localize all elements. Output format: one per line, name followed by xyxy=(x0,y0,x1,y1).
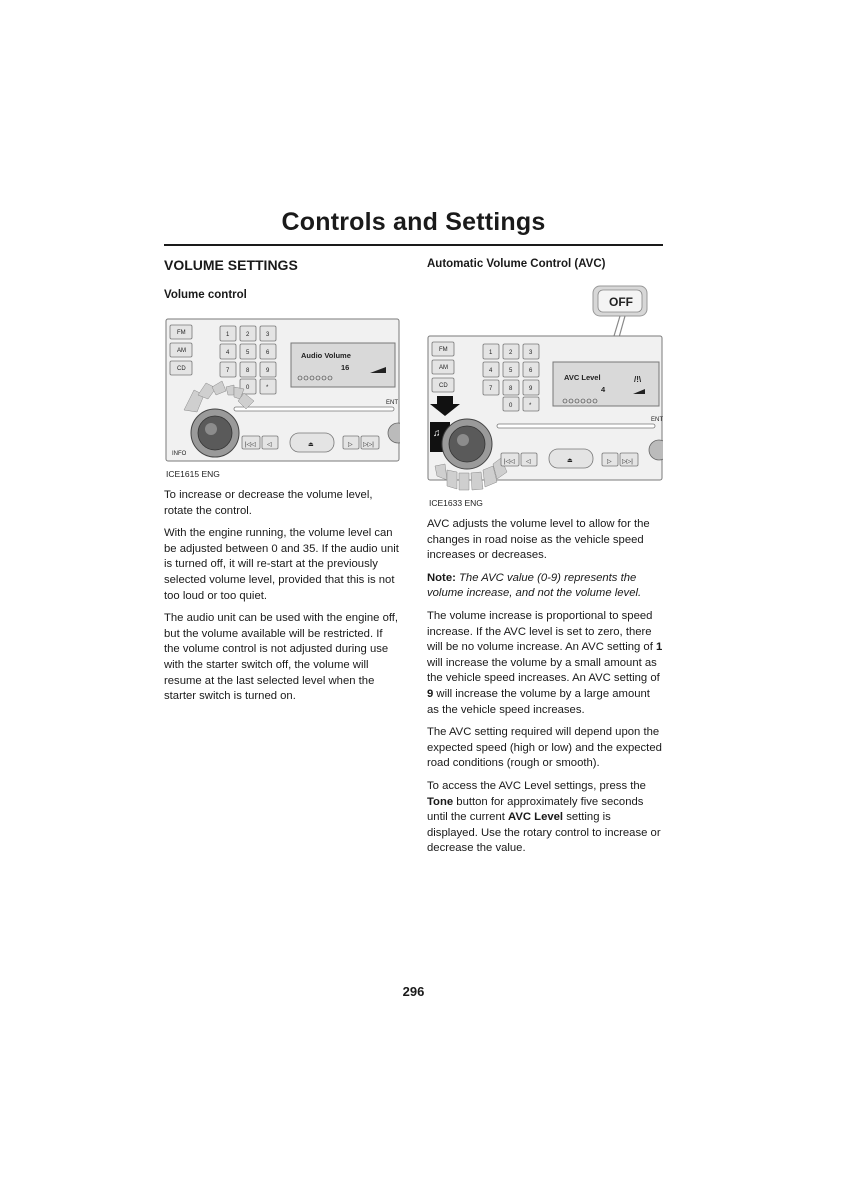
svg-text:7: 7 xyxy=(489,386,493,392)
svg-text:▷: ▷ xyxy=(348,442,353,448)
svg-text:*: * xyxy=(529,403,532,409)
display-volume-value: 16 xyxy=(341,363,350,372)
avc-display xyxy=(553,362,659,406)
svg-text:ENT: ENT xyxy=(386,400,398,406)
left-column xyxy=(164,256,400,712)
page-title: Controls and Settings xyxy=(281,208,546,236)
svg-text:4: 4 xyxy=(226,350,230,356)
svg-text:3: 3 xyxy=(266,332,270,338)
svg-text:▷▷|: ▷▷| xyxy=(622,459,633,465)
svg-text:9: 9 xyxy=(266,368,270,374)
paragraph: The volume increase is proportional to speed increase. If the AVC level is set to zero, there will be no volume increase. An AVC setting of 1 will increase the volume by a small amount as the vehicle speed increases. An AVC setting of 9 will increase the volume by a large amount as the vehicle speed increases. xyxy=(427,609,663,716)
right-column xyxy=(427,256,663,864)
svg-text:9: 9 xyxy=(529,386,533,392)
off-callout-label: OFF xyxy=(609,295,633,309)
title-rule xyxy=(164,244,663,246)
svg-text:◁: ◁ xyxy=(526,459,531,465)
svg-text:3: 3 xyxy=(529,350,533,356)
svg-text:AM: AM xyxy=(439,365,448,371)
svg-text:8: 8 xyxy=(509,386,513,392)
svg-text:ENT: ENT xyxy=(651,417,663,423)
svg-text:1: 1 xyxy=(489,350,493,356)
paragraph: With the engine running, the volume level can be adjusted between 0 and 35. If the audio unit is turned off, it will re-start at the previously selected volume level, provided that this is not too loud or too quiet. xyxy=(164,527,399,602)
svg-text:FM: FM xyxy=(439,347,448,353)
avc-heading: Automatic Volume Control (AVC) xyxy=(427,258,606,270)
svg-text:8: 8 xyxy=(246,368,250,374)
svg-text:2: 2 xyxy=(246,332,250,338)
svg-text:▷▷|: ▷▷| xyxy=(363,442,374,448)
svg-text:INFO: INFO xyxy=(172,451,187,457)
paragraph: The audio unit can be used with the engine off, but the volume available will be restricted. If the volume control is not adjusted during use with the starter switch off, the volume will resume at the last selected level when the starter switch is turned on. xyxy=(164,612,399,703)
page-number: 296 xyxy=(402,984,425,999)
svg-text:0: 0 xyxy=(509,403,513,409)
paragraph: To increase or decrease the volume level, rotate the control. xyxy=(164,489,373,517)
display-avc-level: AVC Level xyxy=(564,373,601,382)
avc-figure xyxy=(427,284,663,494)
note-paragraph: Note: The AVC value (0-9) represents the volume increase, and not the volume level. xyxy=(427,571,642,600)
svg-text:2: 2 xyxy=(509,350,513,356)
paragraph: The AVC setting required will depend upon the expected speed (high or low) and the expected road conditions (rough or smooth). xyxy=(427,726,662,770)
paragraph: AVC adjusts the volume level to allow for the changes in road noise as the vehicle speed increases or decreases. xyxy=(427,518,650,562)
svg-text:*: * xyxy=(266,385,269,391)
figure-caption-right: ICE1633 ENG xyxy=(429,498,483,508)
note-label: Note: xyxy=(427,571,456,584)
fm-label: FM xyxy=(177,330,186,336)
svg-text:|◁◁: |◁◁ xyxy=(245,442,256,448)
display-audio-volume: Audio Volume xyxy=(301,351,351,360)
display-avc-value: 4 xyxy=(601,385,606,394)
volume-control-figure xyxy=(164,315,400,465)
am-label: AM xyxy=(177,348,186,354)
svg-text:▷: ▷ xyxy=(607,459,612,465)
paragraph: To access the AVC Level settings, press the Tone button for approximately five seconds until the current AVC Level setting is displayed. Use the rotary control to increase or decrease the value. xyxy=(427,779,661,855)
volume-control-heading: Volume control xyxy=(164,289,247,301)
figure-caption-left: ICE1615 ENG xyxy=(166,469,220,479)
svg-text:7: 7 xyxy=(226,368,230,374)
svg-text:6: 6 xyxy=(266,350,270,356)
svg-text:/!\: /!\ xyxy=(634,375,642,384)
svg-text:1: 1 xyxy=(226,332,230,338)
svg-text:5: 5 xyxy=(509,368,513,374)
svg-text:CD: CD xyxy=(439,383,448,389)
svg-text:6: 6 xyxy=(529,368,533,374)
svg-text:|◁◁: |◁◁ xyxy=(504,459,515,465)
section-heading: VOLUME SETTINGS xyxy=(164,257,298,273)
svg-text:5: 5 xyxy=(246,350,250,356)
svg-text:⏏: ⏏ xyxy=(308,442,314,448)
tone-music-icon: ♫ xyxy=(433,428,441,439)
cd-label: CD xyxy=(177,366,186,372)
svg-text:4: 4 xyxy=(489,368,493,374)
svg-text:◁: ◁ xyxy=(267,442,272,448)
svg-text:0: 0 xyxy=(246,385,250,391)
svg-text:⏏: ⏏ xyxy=(567,458,573,464)
cd-slot xyxy=(234,407,394,411)
